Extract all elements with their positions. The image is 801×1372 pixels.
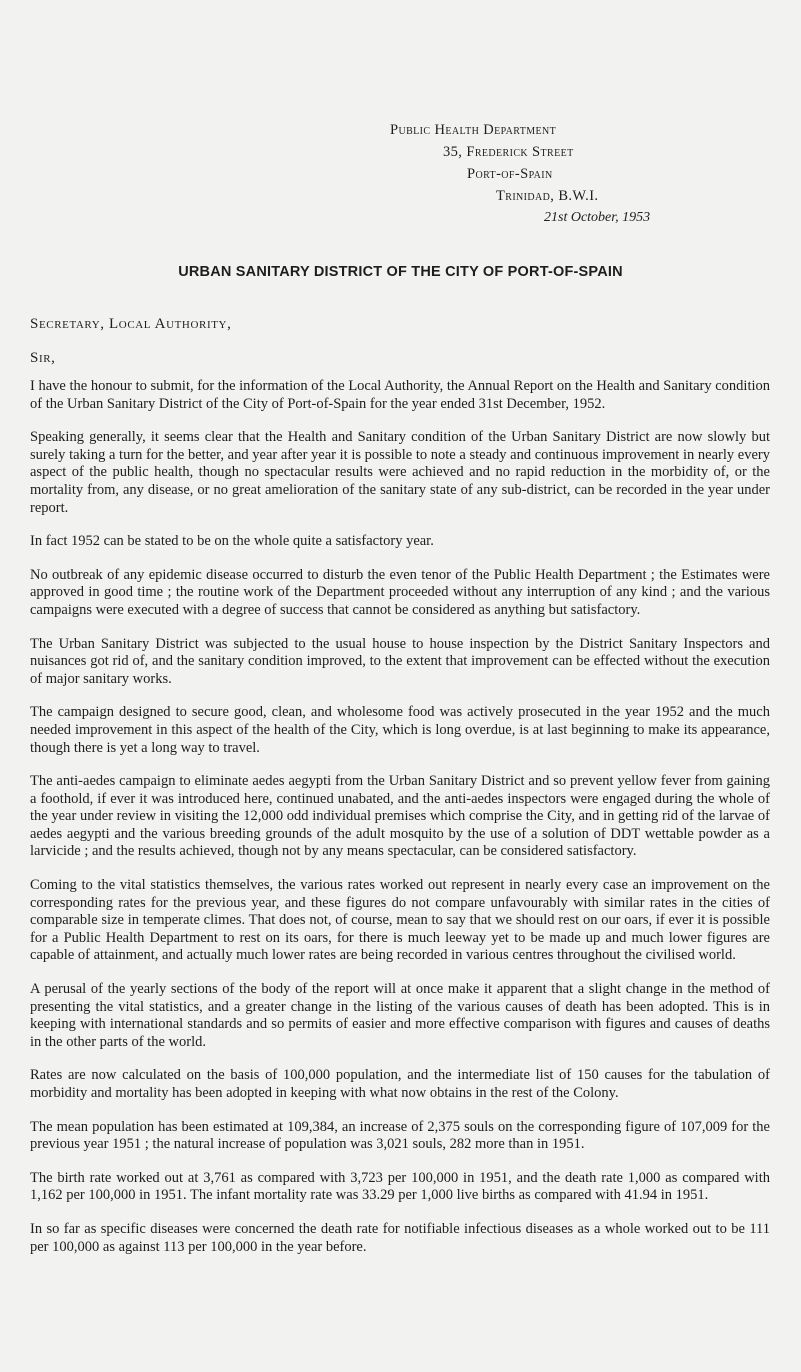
paragraph: Rates are now calculated on the basis of 100,000 population, and the intermediate list of 150 causes for the tabulation of morbidity and mortality has been adopted in keeping with what now obtains in the rest of the Colony. [30, 1067, 770, 1101]
paragraph: In fact 1952 can be stated to be on the whole quite a satisfactory year. [30, 533, 434, 550]
paragraph: I have the honour to submit, for the information of the Local Authority, the Annual Report on the Health and Sanitary condition of the Urban Sanitary District of the City of Port-of-Spain for the year ended 31st December, 1952. [30, 378, 770, 412]
paragraph: Speaking generally, it seems clear that the Health and Sanitary condition of the Urban Sanitary District are now slowly but surely taking a turn for the better, and year after year it is possible to note a steady and continuous improvement in nearly every aspect of the public health, though no spectacular results were achieved and no rapid reduction in the morbidity of, or the mortality from, any disease, or no great amelioration of the sanitary state of any sub-district, can be recorded in the year under report. [30, 429, 770, 516]
paragraph: The mean population has been estimated at 109,384, an increase of 2,375 souls on the corresponding figure of 107,009 for the previous year 1951 ; the natural increase of population was 3,021 souls, 282 more than in 1951. [30, 1118, 770, 1153]
street-address: 35, Frederick Street [443, 144, 574, 160]
letter-body [30, 378, 770, 1272]
paragraph: The campaign designed to secure good, clean, and wholesome food was actively prosecuted in the year 1952 and the much needed improvement in this aspect of the health of the City, which is long overdue, is at last beginning to make its appearance, though there is yet a long way to travel. [30, 704, 770, 756]
paragraph: The anti-aedes campaign to eliminate aedes aegypti from the Urban Sanitary District and so prevent yellow fever from gaining a foothold, if ever it was introduced here, continued unabated, and the anti-aedes inspectors were engaged during the whole of the year under review in visiting the 12,000 odd individual premises which comprise the City, and in getting rid of the larvae of aedes aegypti and the various breeding grounds of the adult mosquito by the use of a solution of DDT wettable powder as a larvicide ; and the results achieved, though not by any means spectacular, can be considered satisfactory. [30, 773, 770, 860]
letterhead-address [390, 119, 770, 229]
report-heading: URBAN SANITARY DISTRICT OF THE CITY OF PORT-OF-SPAIN [178, 264, 623, 280]
salutation: Sir, [30, 350, 56, 366]
date-day: 21st [544, 210, 568, 225]
country-name: Trinidad, B.W.I. [496, 188, 599, 204]
paragraph: In so far as specific diseases were concerned the death rate for notifiable infectious diseases as a whole worked out to be 111 per 100,000 as against 113 per 100,000 in the year before. [30, 1220, 770, 1255]
date-month-year: October, 1953 [567, 210, 651, 225]
paragraph: No outbreak of any epidemic disease occurred to disturb the even tenor of the Public Health Department ; the Estimates were approved in good time ; the routine work of the Department proceeded without any interruption of any kind ; and the various campaigns were executed with a degree of success that cannot be considered as anything but satisfactory. [30, 566, 770, 618]
paragraph: A perusal of the yearly sections of the body of the report will at once make it apparent that a slight change in the method of presenting the vital statistics, and a greater change in the listing of the various causes of death has been adopted. This is in keeping with international standards and so permits of easier and more effective comparison with figures and causes of deaths in the other parts of the world. [30, 981, 770, 1050]
paragraph: Coming to the vital statistics themselves, the various rates worked out represent in nearly every case an improvement on the corresponding rates for the previous year, and these figures do not compare unfavourably with similar rates in the cities of comparable size in temperate climes. That does not, of course, mean to say that we should rest on our oars, if ever it is possible for a Public Health Department to rest on its oars, for there is much leeway yet to be made up and much lower figures are capable of attainment, and actually much lower rates are being recorded in various centres throughout the civilised world. [30, 877, 770, 964]
paragraph: The birth rate worked out at 3,761 as compared with 3,723 per 100,000 in 1951, and the death rate 1,000 as compared with 1,162 per 100,000 in 1951. The infant mortality rate was 33.29 per 1,000 live births as compared with 41.94 in 1951. [30, 1169, 770, 1204]
addressee: Secretary, Local Authority, [30, 316, 232, 332]
city-name: Port-of-Spain [467, 166, 553, 182]
letter-date [390, 207, 770, 229]
department-name: Public Health Department [390, 122, 557, 138]
paragraph: The Urban Sanitary District was subjected to the usual house to house inspection by the District Sanitary Inspectors and nuisances got rid of, and the sanitary condition improved, to the extent that improvement can be effected without the execution of major sanitary works. [30, 635, 770, 687]
